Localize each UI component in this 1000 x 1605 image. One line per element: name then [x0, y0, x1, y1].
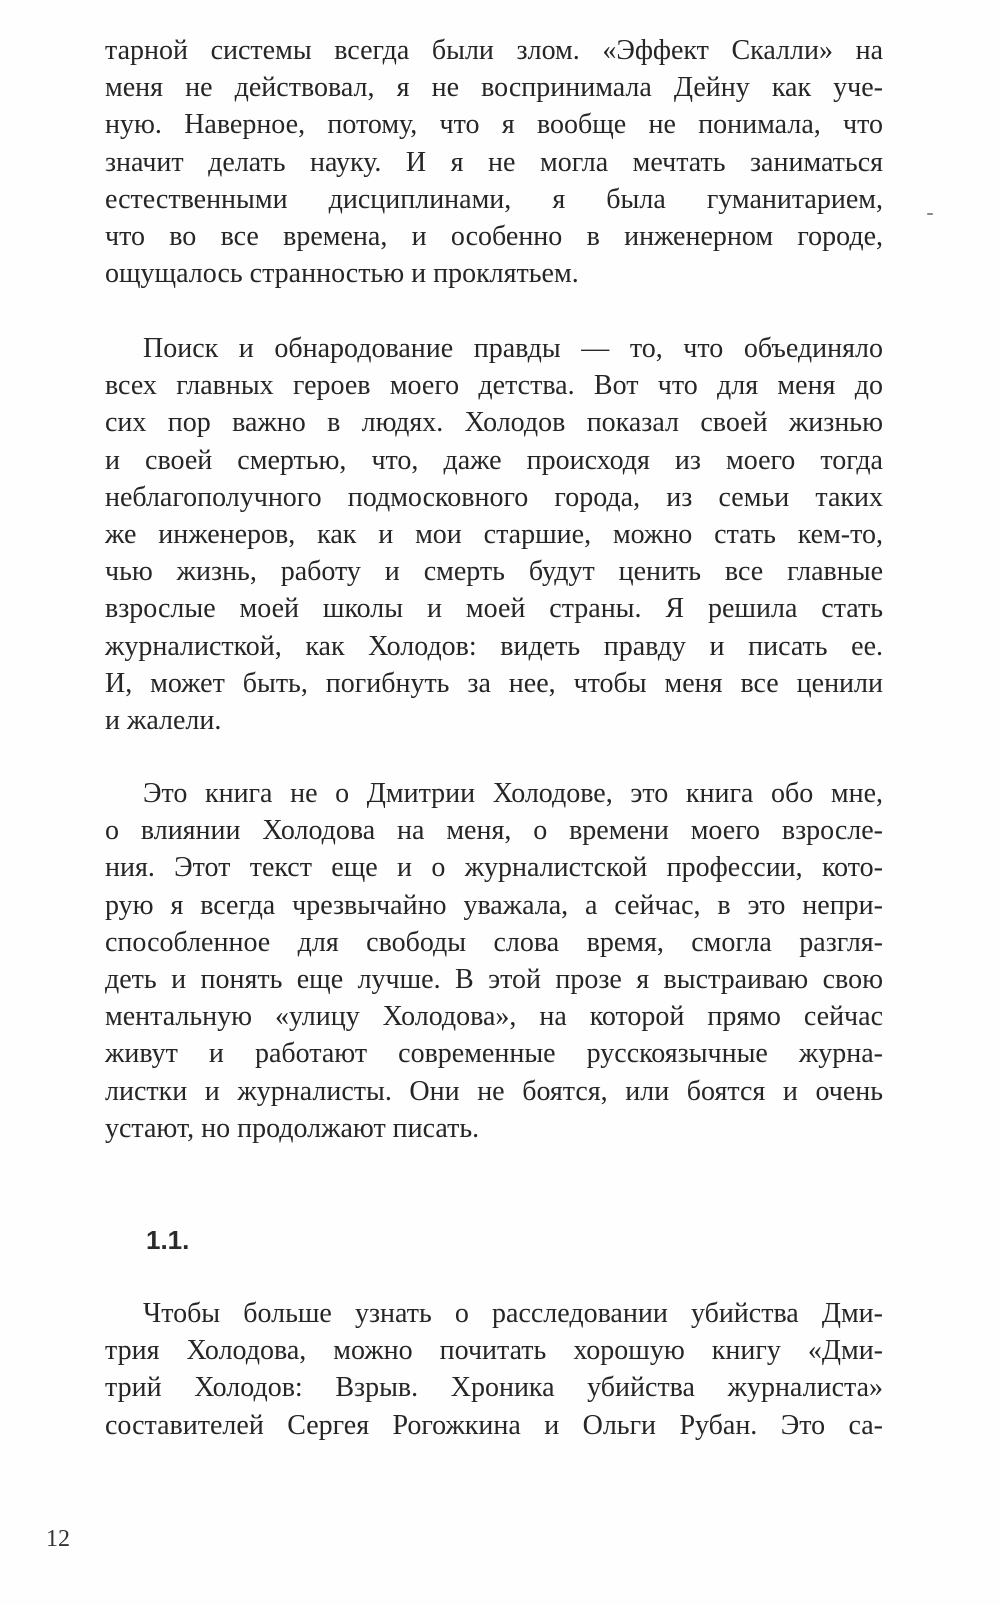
text-line: ментальную «улицу Холодова», на которой прямо сейчас [105, 1001, 883, 1033]
text-line: рую я всегда чрезвычайно уважала, а сейчас, в это непри- [105, 889, 883, 921]
paragraph-3 [105, 775, 883, 1147]
text-line: что во все времена, и особенно в инженерном городе, [105, 220, 883, 252]
text-line: чью жизнь, работу и смерть будут ценить все главные [105, 556, 883, 588]
scan-speck [927, 213, 933, 215]
text-line: взрослые моей школы и моей страны. Я решила стать [105, 593, 883, 625]
text-line: способленное для свободы слова время, смогла разгля- [105, 926, 883, 958]
text-line: листки и журналисты. Они не боятся, или боятся и очень [105, 1075, 883, 1107]
text-line: трий Холодов: Взрыв. Хроника убийства журналиста» [105, 1372, 883, 1404]
text-line: меня не действовал, я не воспринимала Дейну как уче- [105, 72, 883, 104]
text-line: сих пор важно в людях. Холодов показал своей жизнью [105, 407, 883, 439]
text-line: и своей смертью, что, даже происходя из моего тогда [105, 444, 883, 476]
section-heading: 1.1. [146, 1225, 190, 1255]
text-line: и жалели. [105, 704, 222, 736]
page-number: 12 [46, 1526, 70, 1552]
text-line: о влиянии Холодова на меня, о времени моего взросле- [105, 815, 883, 847]
text-line: значит делать науку. И я не могла мечтать заниматься [105, 146, 883, 178]
paragraph-1 [105, 32, 883, 292]
text-line: ния. Этот текст еще и о журналистской профессии, кото- [105, 852, 883, 884]
section-paragraph [105, 1295, 883, 1444]
text-line: журналисткой, как Холодов: видеть правду и писать ее. [105, 630, 883, 662]
text-line: И, может быть, погибнуть за нее, чтобы меня все ценили [105, 667, 883, 699]
text-line: же инженеров, как и мои старшие, можно стать кем-то, [105, 518, 883, 550]
text-line: Это книга не о Дмитрии Холодове, это книга обо мне, [143, 778, 883, 809]
text-line: устают, но продолжают писать. [105, 1112, 480, 1144]
text-line: трия Холодова, можно почитать хорошую книгу «Дми- [105, 1335, 883, 1367]
text-line: тарной системы всегда были злом. «Эффект Скалли» на [105, 35, 883, 66]
paragraph-2 [105, 330, 883, 739]
text-line: Поиск и обнародование правды — то, что объединяло [143, 333, 883, 364]
text-line: деть и понять еще лучше. В этой прозе я выстраиваю свою [105, 963, 883, 995]
text-line: Чтобы больше узнать о расследовании убийства Дми- [143, 1298, 883, 1329]
text-line: естественными дисциплинами, я была гуманитарием, [105, 183, 883, 215]
text-line: ощущалось странностью и проклятьем. [105, 258, 579, 290]
text-line: всех главных героев моего детства. Вот что для меня до [105, 370, 883, 402]
text-line: составителей Сергея Рогожкина и Ольги Рубан. Это са- [105, 1409, 883, 1441]
text-line: живут и работают современные русскоязычные журна- [105, 1038, 883, 1070]
text-line: ную. Наверное, потому, что я вообще не понимала, что [105, 109, 883, 141]
text-line: неблагополучного подмосковного города, из семьи таких [105, 481, 883, 513]
